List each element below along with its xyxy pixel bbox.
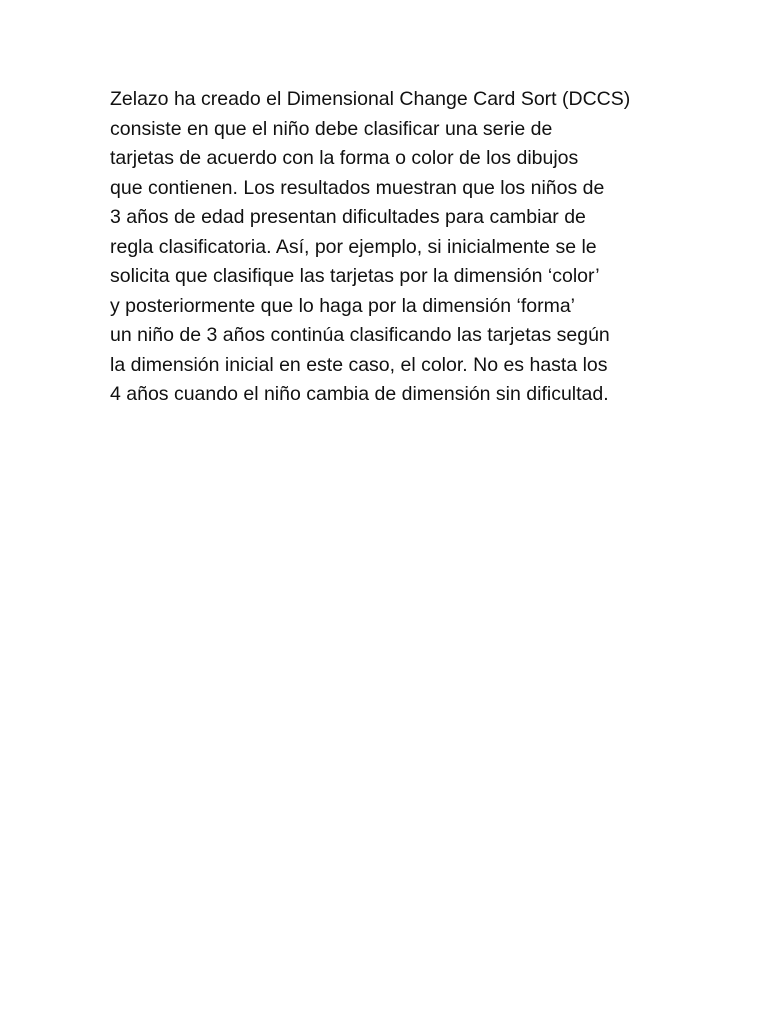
- paragraph-line-3: tarjetas de acuerdo con la forma o color de los dibujos: [110, 147, 579, 169]
- paragraph-line-5: 3 años de edad presentan dificultades para cambiar de: [110, 206, 586, 228]
- paragraph-line-1: Zelazo ha creado el Dimensional Change Card Sort (DCCS): [110, 88, 631, 110]
- paragraph-line-7: solicita que clasifique las tarjetas por la dimensión ‘color’: [110, 265, 600, 287]
- paragraph-line-9: un niño de 3 años continúa clasificando las tarjetas según: [110, 324, 610, 346]
- paragraph-line-10: la dimensión inicial en este caso, el color. No es hasta los: [110, 353, 608, 376]
- paragraph-line-8: y posteriormente que lo haga por la dimensión ‘forma’: [110, 294, 576, 317]
- paragraph-line-4: que contienen. Los resultados muestran que los niños de: [110, 176, 605, 199]
- body-paragraph: [110, 85, 670, 410]
- paragraph-line-6: regla clasificatoria. Así, por ejemplo, si inicialmente se le: [110, 235, 597, 258]
- paragraph-line-2: consiste en que el niño debe clasificar una serie de: [110, 117, 553, 140]
- paragraph-line-11: 4 años cuando el niño cambia de dimensión sin dificultad.: [110, 383, 609, 405]
